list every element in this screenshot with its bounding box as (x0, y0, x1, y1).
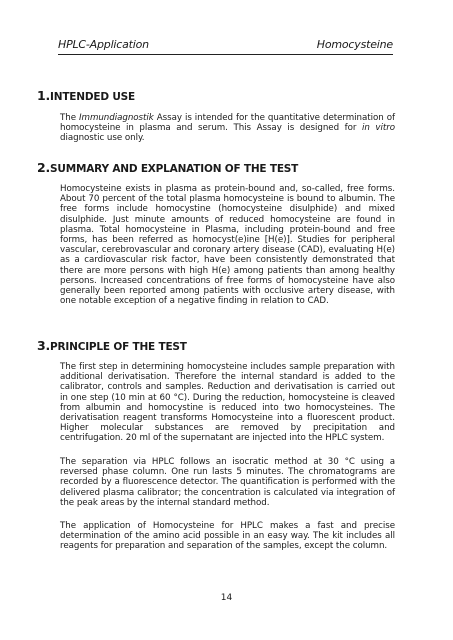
section-number: 3. (37, 338, 51, 353)
section-title: SUMMARY AND EXPLANATION OF THE TEST (50, 163, 299, 175)
summary-paragraph (60, 184, 395, 306)
section-number: 1. (37, 88, 51, 103)
text-run: The separation via HPLC follows an isocratic method at 30 °C using a reversed phase column. One run lasts 5 minutes. The chromatograms are recorded by a fluorescence detector. The quantification is performed with the delivered plasma calibrator; the concentration is calculated via integration of the peak areas by the internal standard method. (60, 457, 395, 508)
text-run: The first step in determining homocysteine includes sample preparation with additional derivatisation. Therefore the internal standard is added to the calibrator, controls and samples. Reduction and derivatisation is carried out in one step (10 min at 60 °C). During the reduction, homocysteine is cleaved from albumin and homocystine is reduced into two homocysteines. The derivatisation reagent transforms Homocysteine into a fluorescent product. Higher molecular substances are removed by precipitation and centrifugation. 20 ml of the supernatant are injected into the HPLC system. (60, 362, 395, 444)
text-run: Assay is intended for the quantitative determination of homocysteine in plasma and serum. This Assay is designed for (60, 113, 395, 134)
italic-text-run: Immundiagnostik (79, 113, 154, 123)
text-run: The (60, 113, 80, 123)
text-run: diagnostic use only. (60, 133, 145, 144)
text-run: Homocysteine exists in plasma as protein-bound and, so-called, free forms. About 70 percent of the total plasma homocysteine is bound to albumin. The free forms include homocystine (homocysteine disulphide) and mixed disulphide. Just minute amounts of reduced homocysteine are found in plasma. Total homocysteine in Plasma, including protein-bound and free forms, has been referred as homocyst(e)ine [H(e)]. Studies for peripheral vascular, cerebrovascular and coronary artery disease (CAD), evaluating H(e) as a cardiovascular risk factor, have been consistently demonstrated that there are more persons with high H(e) among patients than among healthy persons. Increased concentrations of free forms of homocysteine have also generally been reported among patients with occlusive artery disease, with one notable exception of a negative finding in relation to CAD. (60, 184, 395, 307)
section-heading-principle (37, 338, 187, 353)
principle-paragraph-3 (60, 521, 395, 552)
intended-use-paragraph (60, 113, 395, 144)
section-number: 2. (37, 160, 51, 175)
header-left: HPLC-Application (58, 38, 149, 51)
principle-paragraph-1 (60, 362, 395, 444)
section-heading-intended-use (37, 88, 135, 103)
section-title: INTENDED USE (50, 91, 135, 103)
italic-text-run: in vitro (362, 123, 395, 134)
page-number: 14 (220, 593, 233, 603)
section-heading-summary (37, 160, 298, 175)
running-header (58, 38, 393, 55)
header-right: Homocysteine (316, 38, 393, 51)
text-run: The application of Homocysteine for HPLC makes a fast and precise determination of the amino acid possible in an easy way. The kit includes all reagents for preparation and separation of the samples, except the column. (60, 521, 395, 552)
principle-paragraph-2 (60, 457, 395, 508)
section-title: PRINCIPLE OF THE TEST (50, 341, 187, 353)
